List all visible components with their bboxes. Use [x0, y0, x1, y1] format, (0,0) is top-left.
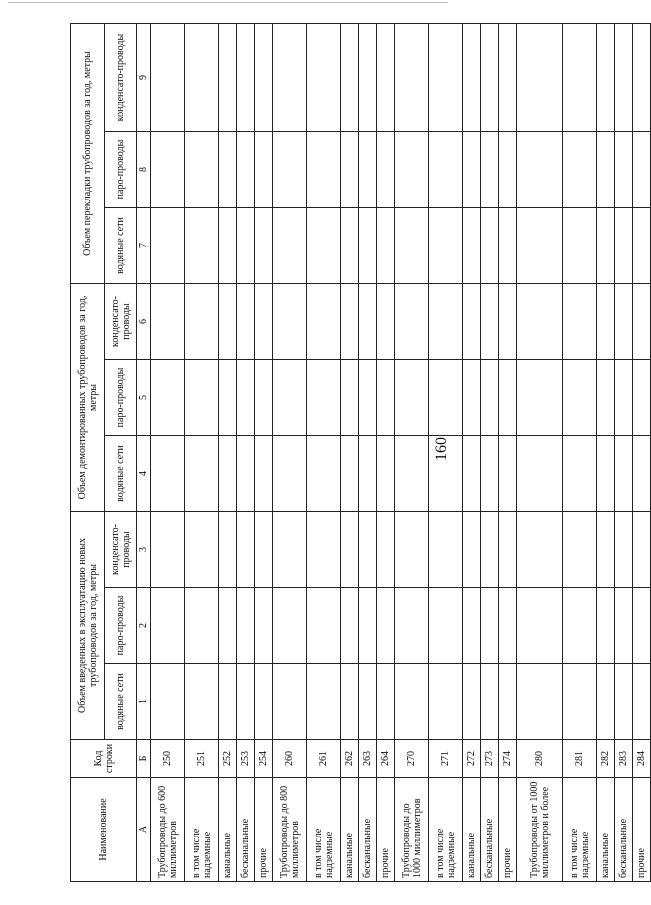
value-cell-col-5[interactable] [377, 360, 395, 436]
value-cell-col-8[interactable] [273, 131, 307, 207]
value-cell-col-9[interactable] [597, 23, 615, 131]
row-code: 271 [429, 740, 463, 778]
row-code: 253 [237, 740, 255, 778]
header-sub-water-2: водяные сети [105, 436, 137, 512]
table-row [517, 23, 563, 881]
value-cell-col-2[interactable] [481, 588, 499, 664]
row-code: 280 [517, 740, 563, 778]
value-cell-col-8[interactable] [237, 131, 255, 207]
value-cell-col-7[interactable] [151, 207, 185, 283]
value-cell-col-9[interactable] [151, 23, 185, 131]
table-row [377, 23, 395, 881]
row-name: Трубопроводы до 600 миллиметров [151, 778, 185, 882]
table-row [429, 23, 463, 881]
top-rule [8, 2, 448, 3]
value-cell-col-2[interactable] [499, 588, 517, 664]
value-cell-col-1[interactable] [359, 664, 377, 740]
value-cell-col-3[interactable] [395, 512, 429, 588]
value-cell-col-1[interactable] [185, 664, 219, 740]
value-cell-col-2[interactable] [517, 588, 563, 664]
row-code: 273 [481, 740, 499, 778]
value-cell-col-3[interactable] [185, 512, 219, 588]
row-code: 282 [597, 740, 615, 778]
value-cell-col-7[interactable] [341, 207, 359, 283]
value-cell-col-9[interactable] [429, 23, 463, 131]
value-cell-col-5[interactable] [463, 360, 481, 436]
header-code: Код строки [71, 740, 137, 778]
header-sub-water-3: водяные сети [105, 207, 137, 283]
value-cell-col-2[interactable] [615, 588, 633, 664]
value-cell-col-2[interactable] [255, 588, 273, 664]
value-cell-col-1[interactable] [615, 664, 633, 740]
value-cell-col-3[interactable] [219, 512, 237, 588]
value-cell-col-8[interactable] [481, 131, 499, 207]
value-cell-col-7[interactable] [481, 207, 499, 283]
value-cell-col-3[interactable] [151, 512, 185, 588]
value-cell-col-7[interactable] [377, 207, 395, 283]
value-cell-col-6[interactable] [633, 283, 651, 359]
value-cell-col-3[interactable] [517, 512, 563, 588]
header-group-new: Объем введенных в эксплуатацию новых трубопроводов за год, метры [71, 512, 105, 740]
value-cell-col-7[interactable] [633, 207, 651, 283]
col-number-6: 6 [137, 283, 151, 359]
value-cell-col-8[interactable] [499, 131, 517, 207]
value-cell-col-4[interactable] [463, 436, 481, 512]
value-cell-col-4[interactable] [237, 436, 255, 512]
value-cell-col-1[interactable] [273, 664, 307, 740]
row-code: 270 [395, 740, 429, 778]
header-group-removed: Объем демонтированных трубопроводов за год, метры [71, 283, 105, 511]
value-cell-col-6[interactable] [597, 283, 615, 359]
row-code: 261 [307, 740, 341, 778]
value-cell-col-5[interactable] [429, 360, 463, 436]
value-cell-col-4[interactable] [395, 436, 429, 512]
value-cell-col-7[interactable] [429, 207, 463, 283]
value-cell-col-3[interactable] [359, 512, 377, 588]
value-cell-col-3[interactable] [481, 512, 499, 588]
pipelines-table [70, 23, 651, 882]
value-cell-col-3[interactable] [633, 512, 651, 588]
value-cell-col-3[interactable] [499, 512, 517, 588]
value-cell-col-9[interactable] [481, 23, 499, 131]
value-cell-col-3[interactable] [273, 512, 307, 588]
value-cell-col-9[interactable] [273, 23, 307, 131]
value-cell-col-9[interactable] [255, 23, 273, 131]
table-row [237, 23, 255, 881]
row-name: бесканальные [237, 778, 255, 882]
value-cell-col-3[interactable] [615, 512, 633, 588]
value-cell-col-2[interactable] [463, 588, 481, 664]
value-cell-col-9[interactable] [563, 23, 597, 131]
table-row [463, 23, 481, 881]
value-cell-col-6[interactable] [273, 283, 307, 359]
value-cell-col-6[interactable] [395, 283, 429, 359]
value-cell-col-7[interactable] [395, 207, 429, 283]
value-cell-col-8[interactable] [517, 131, 563, 207]
value-cell-col-4[interactable] [151, 436, 185, 512]
row-name: Трубопроводы от 1000 миллиметров и более [517, 778, 563, 882]
header-sub-condensate-3: конденсато-проводы [105, 23, 137, 131]
row-name: в том числе надземные [429, 778, 463, 882]
value-cell-col-5[interactable] [395, 360, 429, 436]
row-name: прочие [633, 778, 651, 882]
value-cell-col-5[interactable] [499, 360, 517, 436]
value-cell-col-5[interactable] [359, 360, 377, 436]
value-cell-col-3[interactable] [255, 512, 273, 588]
value-cell-col-6[interactable] [517, 283, 563, 359]
value-cell-col-9[interactable] [341, 23, 359, 131]
value-cell-col-2[interactable] [377, 588, 395, 664]
value-cell-col-5[interactable] [151, 360, 185, 436]
value-cell-col-1[interactable] [395, 664, 429, 740]
table-row [219, 23, 237, 881]
value-cell-col-6[interactable] [185, 283, 219, 359]
value-cell-col-9[interactable] [517, 23, 563, 131]
header-sub-steam-3: паро-проводы [105, 131, 137, 207]
value-cell-col-7[interactable] [255, 207, 273, 283]
col-number-1: 1 [137, 664, 151, 740]
table-row [273, 23, 307, 881]
value-cell-col-4[interactable] [615, 436, 633, 512]
value-cell-col-2[interactable] [341, 588, 359, 664]
col-number-4: 4 [137, 436, 151, 512]
value-cell-col-9[interactable] [615, 23, 633, 131]
value-cell-col-1[interactable] [429, 664, 463, 740]
value-cell-col-8[interactable] [597, 131, 615, 207]
value-cell-col-6[interactable] [481, 283, 499, 359]
row-name: канальные [219, 778, 237, 882]
value-cell-col-8[interactable] [563, 131, 597, 207]
value-cell-col-3[interactable] [237, 512, 255, 588]
value-cell-col-1[interactable] [237, 664, 255, 740]
value-cell-col-4[interactable] [597, 436, 615, 512]
value-cell-col-3[interactable] [597, 512, 615, 588]
table-row [481, 23, 499, 881]
value-cell-col-8[interactable] [151, 131, 185, 207]
value-cell-col-8[interactable] [395, 131, 429, 207]
value-cell-col-1[interactable] [307, 664, 341, 740]
value-cell-col-5[interactable] [563, 360, 597, 436]
value-cell-col-8[interactable] [219, 131, 237, 207]
value-cell-col-1[interactable] [255, 664, 273, 740]
table-row [615, 23, 633, 881]
value-cell-col-1[interactable] [463, 664, 481, 740]
value-cell-col-4[interactable] [377, 436, 395, 512]
value-cell-col-4[interactable] [307, 436, 341, 512]
value-cell-col-8[interactable] [307, 131, 341, 207]
value-cell-col-3[interactable] [463, 512, 481, 588]
row-name: бесканальные [481, 778, 499, 882]
value-cell-col-5[interactable] [597, 360, 615, 436]
row-name: прочие [255, 778, 273, 882]
col-number-a: А [137, 778, 151, 882]
header-sub-condensate-2: конденсато-проводы [105, 283, 137, 359]
value-cell-col-6[interactable] [307, 283, 341, 359]
value-cell-col-1[interactable] [481, 664, 499, 740]
row-code: 260 [273, 740, 307, 778]
table-row [597, 23, 615, 881]
value-cell-col-2[interactable] [597, 588, 615, 664]
row-code: 252 [219, 740, 237, 778]
table-row [359, 23, 377, 881]
row-code: 283 [615, 740, 633, 778]
value-cell-col-6[interactable] [219, 283, 237, 359]
col-number-8: 8 [137, 131, 151, 207]
value-cell-col-9[interactable] [185, 23, 219, 131]
value-cell-col-2[interactable] [219, 588, 237, 664]
value-cell-col-5[interactable] [517, 360, 563, 436]
value-cell-col-6[interactable] [151, 283, 185, 359]
row-code: 284 [633, 740, 651, 778]
value-cell-col-4[interactable] [185, 436, 219, 512]
value-cell-col-2[interactable] [185, 588, 219, 664]
value-cell-col-1[interactable] [563, 664, 597, 740]
header-group-relaid: Объем перекладки трубопроводов за год, метры [71, 23, 105, 283]
row-code: 251 [185, 740, 219, 778]
value-cell-col-4[interactable] [517, 436, 563, 512]
value-cell-col-7[interactable] [359, 207, 377, 283]
value-cell-col-3[interactable] [429, 512, 463, 588]
rotated-table-frame [70, 24, 647, 882]
value-cell-col-5[interactable] [633, 360, 651, 436]
value-cell-col-7[interactable] [499, 207, 517, 283]
value-cell-col-6[interactable] [255, 283, 273, 359]
row-name: в том числе надземные [185, 778, 219, 882]
row-code: 274 [499, 740, 517, 778]
value-cell-col-4[interactable] [563, 436, 597, 512]
header-sub-steam-1: паро-проводы [105, 588, 137, 664]
value-cell-col-8[interactable] [615, 131, 633, 207]
value-cell-col-6[interactable] [429, 283, 463, 359]
col-number-7: 7 [137, 207, 151, 283]
value-cell-col-9[interactable] [219, 23, 237, 131]
row-name: бесканальные [359, 778, 377, 882]
value-cell-col-3[interactable] [307, 512, 341, 588]
row-name: прочие [377, 778, 395, 882]
value-cell-col-8[interactable] [377, 131, 395, 207]
value-cell-col-9[interactable] [359, 23, 377, 131]
col-number-5: 5 [137, 360, 151, 436]
value-cell-col-6[interactable] [615, 283, 633, 359]
value-cell-col-1[interactable] [219, 664, 237, 740]
value-cell-col-8[interactable] [429, 131, 463, 207]
value-cell-col-4[interactable] [273, 436, 307, 512]
table-row [341, 23, 359, 881]
value-cell-col-9[interactable] [463, 23, 481, 131]
row-name: Трубопроводы до 1000 миллиметров [395, 778, 429, 882]
value-cell-col-4[interactable] [481, 436, 499, 512]
value-cell-col-2[interactable] [633, 588, 651, 664]
value-cell-col-7[interactable] [219, 207, 237, 283]
table-row [255, 23, 273, 881]
value-cell-col-3[interactable] [377, 512, 395, 588]
header-sub-water-1: водяные сети [105, 664, 137, 740]
value-cell-col-2[interactable] [429, 588, 463, 664]
value-cell-col-1[interactable] [499, 664, 517, 740]
value-cell-col-7[interactable] [517, 207, 563, 283]
table-row [633, 23, 651, 881]
value-cell-col-7[interactable] [273, 207, 307, 283]
value-cell-col-3[interactable] [341, 512, 359, 588]
value-cell-col-7[interactable] [597, 207, 615, 283]
table-row [151, 23, 185, 881]
value-cell-col-8[interactable] [255, 131, 273, 207]
row-code: 263 [359, 740, 377, 778]
value-cell-col-7[interactable] [463, 207, 481, 283]
row-name: канальные [463, 778, 481, 882]
row-name: в том числе надземные [563, 778, 597, 882]
row-name: Трубопроводы до 800 миллиметров [273, 778, 307, 882]
value-cell-col-5[interactable] [219, 360, 237, 436]
value-cell-col-1[interactable] [341, 664, 359, 740]
value-cell-col-2[interactable] [273, 588, 307, 664]
value-cell-col-8[interactable] [359, 131, 377, 207]
value-cell-col-9[interactable] [499, 23, 517, 131]
value-cell-col-1[interactable] [597, 664, 615, 740]
header-sub-condensate-1: конденсато-проводы [105, 512, 137, 588]
value-cell-col-8[interactable] [185, 131, 219, 207]
value-cell-col-3[interactable] [563, 512, 597, 588]
value-cell-col-7[interactable] [185, 207, 219, 283]
col-number-b: Б [137, 740, 151, 778]
table-row [307, 23, 341, 881]
header-sub-steam-2: паро-проводы [105, 360, 137, 436]
value-cell-col-2[interactable] [151, 588, 185, 664]
row-code: 272 [463, 740, 481, 778]
value-cell-col-9[interactable] [633, 23, 651, 131]
value-cell-col-7[interactable] [237, 207, 255, 283]
col-number-9: 9 [137, 23, 151, 131]
value-cell-col-6[interactable] [359, 283, 377, 359]
value-cell-col-4[interactable] [429, 436, 463, 512]
value-cell-col-9[interactable] [395, 23, 429, 131]
value-cell-col-2[interactable] [359, 588, 377, 664]
value-cell-col-1[interactable] [633, 664, 651, 740]
value-cell-col-1[interactable] [151, 664, 185, 740]
value-cell-col-6[interactable] [377, 283, 395, 359]
value-cell-col-2[interactable] [395, 588, 429, 664]
page-number: 160 [433, 437, 450, 461]
value-cell-col-2[interactable] [563, 588, 597, 664]
value-cell-col-5[interactable] [273, 360, 307, 436]
value-cell-col-5[interactable] [615, 360, 633, 436]
row-code: 262 [341, 740, 359, 778]
row-code: 250 [151, 740, 185, 778]
value-cell-col-2[interactable] [307, 588, 341, 664]
row-code: 264 [377, 740, 395, 778]
value-cell-col-4[interactable] [633, 436, 651, 512]
value-cell-col-5[interactable] [341, 360, 359, 436]
row-name: канальные [341, 778, 359, 882]
value-cell-col-6[interactable] [237, 283, 255, 359]
row-code: 281 [563, 740, 597, 778]
value-cell-col-6[interactable] [341, 283, 359, 359]
row-name: канальные [597, 778, 615, 882]
value-cell-col-4[interactable] [219, 436, 237, 512]
value-cell-col-5[interactable] [307, 360, 341, 436]
table-body [151, 23, 651, 881]
value-cell-col-1[interactable] [377, 664, 395, 740]
value-cell-col-7[interactable] [615, 207, 633, 283]
value-cell-col-2[interactable] [237, 588, 255, 664]
value-cell-col-4[interactable] [499, 436, 517, 512]
value-cell-col-8[interactable] [341, 131, 359, 207]
table-row [563, 23, 597, 881]
value-cell-col-6[interactable] [463, 283, 481, 359]
header-name: Наименование [71, 778, 137, 882]
value-cell-col-9[interactable] [307, 23, 341, 131]
value-cell-col-4[interactable] [359, 436, 377, 512]
value-cell-col-5[interactable] [481, 360, 499, 436]
value-cell-col-8[interactable] [633, 131, 651, 207]
row-name: в том числе надземные [307, 778, 341, 882]
value-cell-col-5[interactable] [185, 360, 219, 436]
value-cell-col-6[interactable] [563, 283, 597, 359]
value-cell-col-6[interactable] [499, 283, 517, 359]
value-cell-col-7[interactable] [563, 207, 597, 283]
col-number-3: 3 [137, 512, 151, 588]
value-cell-col-4[interactable] [341, 436, 359, 512]
value-cell-col-7[interactable] [307, 207, 341, 283]
value-cell-col-9[interactable] [377, 23, 395, 131]
value-cell-col-1[interactable] [517, 664, 563, 740]
col-number-2: 2 [137, 588, 151, 664]
value-cell-col-4[interactable] [255, 436, 273, 512]
row-code: 254 [255, 740, 273, 778]
table-row [499, 23, 517, 881]
table-row [185, 23, 219, 881]
table-row [395, 23, 429, 881]
row-name: бесканальные [615, 778, 633, 882]
value-cell-col-5[interactable] [255, 360, 273, 436]
row-name: прочие [499, 778, 517, 882]
value-cell-col-9[interactable] [237, 23, 255, 131]
value-cell-col-8[interactable] [463, 131, 481, 207]
value-cell-col-5[interactable] [237, 360, 255, 436]
